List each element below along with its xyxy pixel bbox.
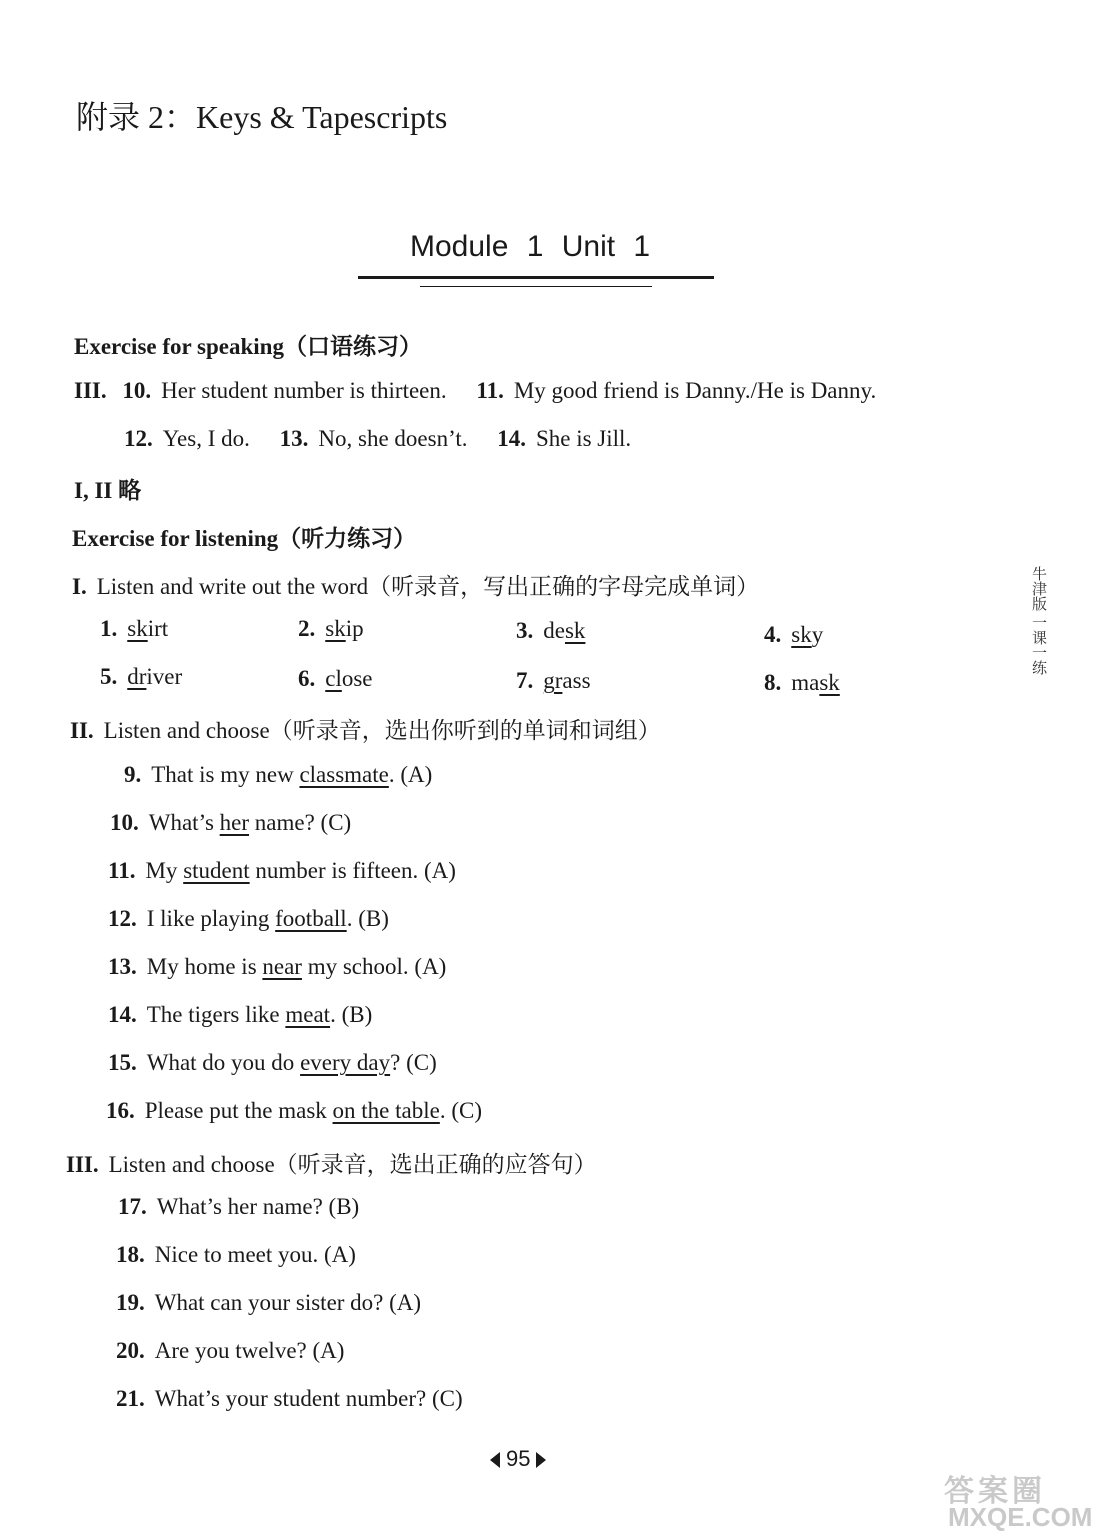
- answer-text: Yes, I do.: [162, 426, 250, 451]
- choice-item-16: 16. Please put the mask on the table. (C): [106, 1098, 483, 1123]
- item-number: 10.: [122, 378, 152, 403]
- response-item-21: 21. What’s your student number? (C): [116, 1386, 463, 1411]
- watermark-top-text: 答案圈: [944, 1475, 1046, 1508]
- instruction-text: Listen and choose（听录音，选出你听到的单词和词组）: [103, 718, 661, 743]
- choice-item-15: 15. What do you do every day? (C): [108, 1050, 437, 1075]
- word-answer-8: 8. mask: [764, 670, 840, 695]
- section-label: I.: [72, 574, 87, 599]
- choice-item-14: 14. The tigers like meat. (B): [108, 1002, 373, 1027]
- omitted-note: I, II 略: [74, 478, 142, 503]
- page-number-footer: [490, 1446, 546, 1472]
- triangle-left-icon: [490, 1452, 500, 1468]
- word-answer-3: 3. desk: [516, 618, 586, 643]
- part1-instruction-line: [72, 568, 759, 601]
- title-rule-thick: [358, 276, 714, 279]
- item-number: 12.: [124, 426, 153, 451]
- word-answer-6: 6. close: [298, 666, 373, 691]
- speaking-heading: Exercise for speaking（口语练习）: [74, 334, 422, 359]
- choice-item-9: 9. That is my new classmate. (A): [124, 762, 433, 787]
- response-item-18: 18. Nice to meet you. (A): [116, 1242, 356, 1267]
- instruction-text: Listen and write out the word（听录音，写出正确的字母完成单词）: [96, 574, 760, 599]
- response-item-19: 19. What can your sister do? (A): [116, 1290, 422, 1315]
- module-title: Module 1 Unit 1: [410, 230, 651, 263]
- page-number: 95: [506, 1446, 531, 1471]
- speaking-line-1: [74, 378, 876, 404]
- part3-instruction-line: [66, 1146, 597, 1179]
- choice-item-12: 12. I like playing football. (B): [108, 906, 389, 931]
- listening-heading: Exercise for listening（听力练习）: [72, 526, 417, 551]
- choice-item-10: 10. What’s her name? (C): [110, 810, 352, 835]
- word-answer-1: 1. skirt: [100, 616, 169, 641]
- title-rule-thin: [420, 286, 652, 287]
- word-answer-7: 7. grass: [516, 668, 591, 693]
- answer-text: No, she doesn’t.: [318, 426, 468, 451]
- instruction-text: Listen and choose（听录音，选出正确的应答句）: [108, 1152, 597, 1177]
- section-label: II.: [70, 718, 94, 743]
- page-title: 附录 2：Keys & Tapescripts: [76, 99, 448, 135]
- choice-item-11: 11. My student number is fifteen. (A): [108, 858, 456, 883]
- word-answer-2: 2. skip: [298, 616, 364, 641]
- choice-item-13: 13. My home is near my school. (A): [108, 954, 447, 979]
- section-label: III.: [74, 378, 107, 403]
- answer-text: My good friend is Danny./He is Danny.: [513, 378, 877, 403]
- answer-text: Her student number is thirteen.: [161, 378, 447, 403]
- speaking-line-2: [124, 426, 631, 452]
- section-label: III.: [66, 1152, 99, 1177]
- triangle-right-icon: [536, 1452, 546, 1468]
- item-number: 14.: [497, 426, 526, 451]
- response-item-20: 20. Are you twelve? (A): [116, 1338, 345, 1363]
- answer-text: She is Jill.: [535, 426, 632, 451]
- side-margin-text: 牛津版 一课一练: [1030, 566, 1046, 675]
- response-item-17: 17. What’s her name? (B): [118, 1194, 360, 1219]
- item-number: 13.: [279, 426, 309, 451]
- word-answer-5: 5. driver: [100, 664, 183, 689]
- watermark-bottom-text: MXQE.COM: [948, 1502, 1093, 1532]
- watermark-logo: [944, 1466, 1110, 1530]
- word-answer-4: 4. sky: [764, 622, 824, 647]
- item-number: 11.: [476, 378, 504, 403]
- part2-instruction-line: [70, 712, 661, 745]
